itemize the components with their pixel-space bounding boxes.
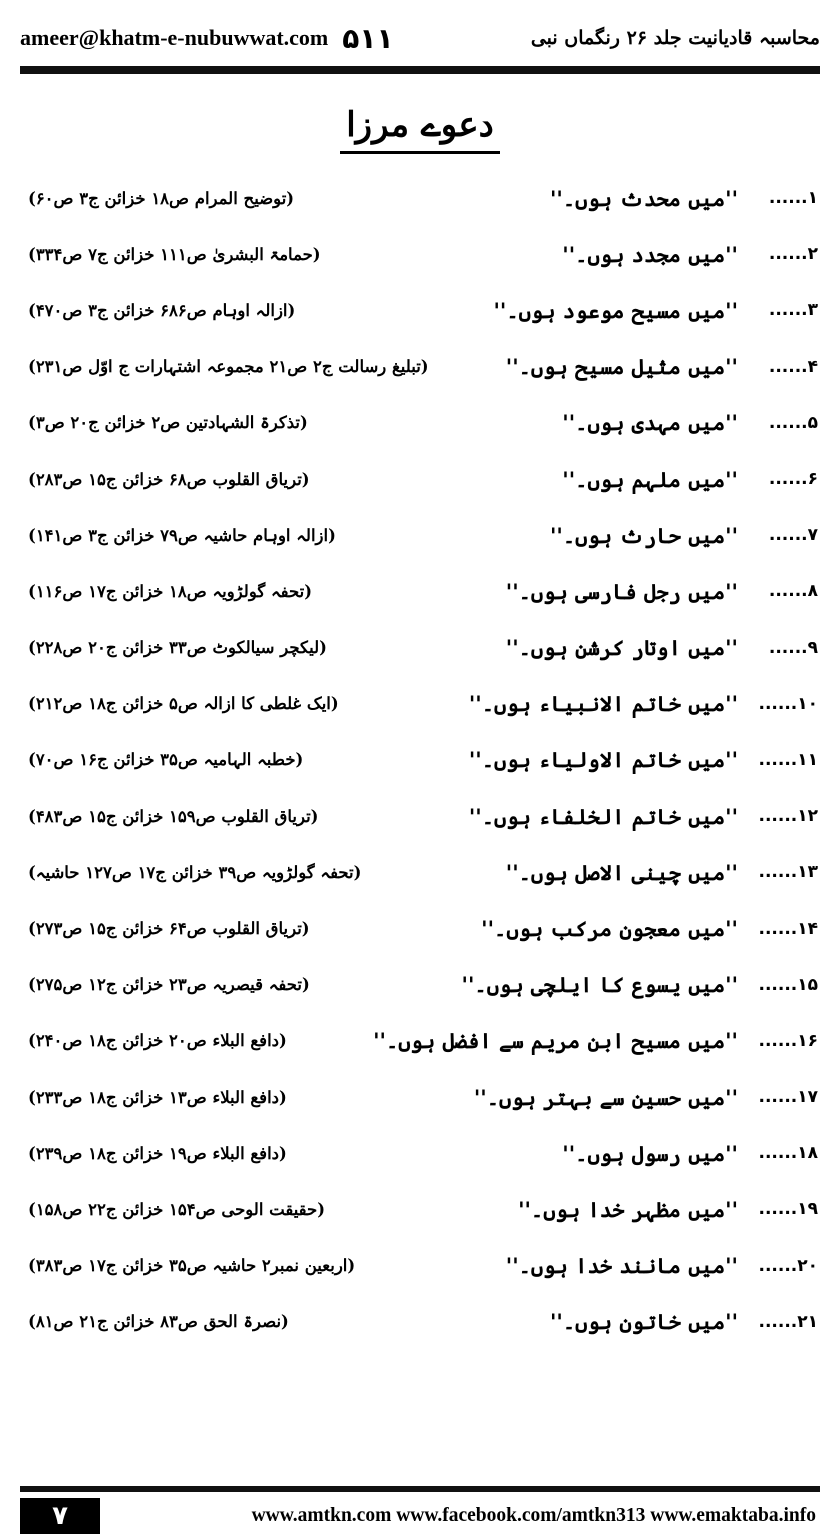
entry-number: ۱۵...... [758, 974, 818, 995]
entry-reference: (تذکرۃ الشہادتین ص۲ خزائن ج۲۰ ص۳) [28, 413, 308, 433]
entry-reference: (ایک غلطی کا ازالہ ص۵ خزائن ج۱۸ ص۲۱۲) [28, 694, 339, 714]
entry-reference: (دافع البلاء ص۲۰ خزائن ج۱۸ ص۲۴۰) [28, 1031, 287, 1051]
entry-number: ۶...... [768, 469, 818, 490]
list-item [28, 900, 818, 956]
entry-number: ۲...... [768, 244, 818, 265]
page-number: ۵۱۱ [342, 21, 394, 55]
entry-reference: (تحفہ گولڑویہ ص۱۸ خزائن ج۱۷ ص۱۱۶) [28, 581, 313, 601]
entry-reference: (تریاق القلوب ص۱۵۹ خزائن ج۱۵ ص۴۸۳) [28, 806, 319, 826]
entry-number: ۲۰...... [758, 1255, 818, 1276]
list-item [28, 676, 818, 732]
entry-claim: ''میں رجل فارسی ہوں۔'' [505, 578, 738, 604]
list-item [28, 732, 818, 788]
entry-reference: (توضیح المرام ص۱۸ خزائن ج۳ ص۶۰) [28, 188, 295, 208]
list-item [28, 1069, 818, 1125]
entry-claim: ''میں چینی الاصل ہوں۔'' [505, 859, 738, 885]
entry-number: ۱...... [768, 188, 818, 209]
entry-reference: (ازالہ اوہام حاشیہ ص۷۹ خزائن ج۳ ص۱۴۱) [28, 525, 336, 545]
page-header [20, 18, 820, 58]
entry-reference: (تریاق القلوب ص۶۴ خزائن ج۱۵ ص۲۷۳) [28, 919, 310, 939]
list-item [28, 957, 818, 1013]
header-email: ameer@khatm-e-nubuwwat.com [20, 25, 329, 50]
entry-claim: ''میں مسیح ابن مریم سے افضل ہوں۔'' [373, 1028, 738, 1054]
entry-claim: ''میں مانند خدا ہوں۔'' [505, 1253, 738, 1279]
header-rule [20, 66, 820, 74]
entry-reference: (اربعین نمبر۲ حاشیہ ص۳۵ خزائن ج۱۷ ص۳۸۳) [28, 1256, 356, 1276]
entry-claim: ''میں معجون مرکب ہوں۔'' [481, 916, 738, 942]
entry-number: ۸...... [768, 581, 818, 602]
entry-number: ۱۴...... [758, 918, 818, 939]
list-item [28, 507, 818, 563]
entry-number: ۳...... [768, 300, 818, 321]
list-item [28, 1125, 818, 1181]
page-footer [20, 1498, 820, 1534]
entry-reference: (لیکچر سیالکوٹ ص۳۳ خزائن ج۲۰ ص۲۲۸) [28, 638, 327, 658]
entry-claim: ''میں خاتم الخلفاء ہوں۔'' [468, 803, 738, 829]
title-wrap [0, 104, 840, 154]
entry-reference: (تحفہ قیصریہ ص۲۳ خزائن ج۱۲ ص۲۷۵) [28, 975, 310, 995]
entry-number: ۲۱...... [758, 1311, 818, 1332]
entry-claim: ''میں خاتم الاولیاء ہوں۔'' [468, 747, 738, 773]
list-item [28, 339, 818, 395]
entry-number: ۷...... [768, 525, 818, 546]
entry-claim: ''میں مہدی ہوں۔'' [562, 410, 738, 436]
entry-claim: ''میں ملہم ہوں۔'' [562, 466, 738, 492]
entry-reference: (خطبہ الہامیہ ص۳۵ خزائن ج۱۶ ص۷۰) [28, 750, 304, 770]
footer-links: www.amtkn.com www.facebook.com/amtkn313 www.emaktaba.info [251, 1505, 816, 1526]
entry-reference: (تبلیغ رسالت ج۲ ص۲۱ مجموعہ اشتہارات ج اوّل ص۲۳۱) [28, 357, 429, 377]
entry-reference: (حمامۃ البشریٰ ص۱۱۱ خزائن ج۷ ص۳۳۴) [28, 244, 321, 264]
list-item [28, 395, 818, 451]
footer-rule [20, 1486, 820, 1492]
entry-claim: ''میں خاتون ہوں۔'' [550, 1309, 738, 1335]
list-item [28, 788, 818, 844]
entry-number: ۴...... [768, 356, 818, 377]
entry-number: ۱۰...... [758, 693, 818, 714]
entry-reference: (تحفہ گولڑویہ ص۳۹ خزائن ج۱۷ ص۱۲۷ حاشیہ) [28, 862, 362, 882]
list-item [28, 1181, 818, 1237]
entry-claim: ''میں محدث ہوں۔'' [550, 185, 738, 211]
entry-reference: (تریاق القلوب ص۶۸ خزائن ج۱۵ ص۲۸۳) [28, 469, 310, 489]
entry-reference: (حقیقت الوحی ص۱۵۴ خزائن ج۲۲ ص۱۵۸) [28, 1199, 326, 1219]
entry-claim: ''میں مجدد ہوں۔'' [562, 241, 738, 267]
list-item [28, 620, 818, 676]
entry-reference: (نصرۃ الحق ص۸۳ خزائن ج۲۱ ص۸۱) [28, 1312, 289, 1332]
entry-number: ۱۱...... [758, 749, 818, 770]
entry-claim: ''میں حسین سے بہتر ہوں۔'' [473, 1084, 738, 1110]
book-title: محاسبہ قادیانیت جلد ۲۶ رنگماں نبی [530, 27, 820, 49]
entry-claim: ''میں خاتم الانبیاء ہوں۔'' [468, 691, 738, 717]
list-item [28, 451, 818, 507]
entry-number: ۱۷...... [758, 1087, 818, 1108]
entry-claim: ''میں مثیل مسیح ہوں۔'' [505, 354, 738, 380]
entry-number: ۵...... [768, 412, 818, 433]
footer-mark: ۷ [20, 1498, 100, 1534]
list-item [28, 170, 818, 226]
entry-number: ۱۸...... [758, 1143, 818, 1164]
entry-reference: (دافع البلاء ص۱۳ خزائن ج۱۸ ص۲۳۳) [28, 1087, 287, 1107]
list-item [28, 226, 818, 282]
list-item [28, 1294, 818, 1350]
entry-number: ۱۹...... [758, 1199, 818, 1220]
entry-claim: ''میں مظہر خدا ہوں۔'' [518, 1196, 738, 1222]
entry-reference: (ازالہ اوہام ص۶۸۶ خزائن ج۳ ص۴۷۰) [28, 300, 296, 320]
list-item [28, 282, 818, 338]
claims-list [28, 170, 818, 1350]
entry-claim: ''میں حارث ہوں۔'' [550, 522, 738, 548]
list-item [28, 1238, 818, 1294]
entry-claim: ''میں یسوع کا ایلچی ہوں۔'' [461, 972, 738, 998]
list-item [28, 844, 818, 900]
entry-number: ۹...... [768, 637, 818, 658]
list-item [28, 1013, 818, 1069]
page-title: دعوے مرزا [340, 104, 500, 154]
entry-number: ۱۶...... [758, 1030, 818, 1051]
entry-claim: ''میں اوتار کرشن ہوں۔'' [505, 635, 738, 661]
entry-reference: (دافع البلاء ص۱۹ خزائن ج۱۸ ص۲۳۹) [28, 1143, 287, 1163]
entry-claim: ''میں مسیح موعود ہوں۔'' [493, 297, 738, 323]
entry-number: ۱۳...... [758, 862, 818, 883]
list-item [28, 563, 818, 619]
entry-claim: ''میں رسول ہوں۔'' [562, 1140, 738, 1166]
entry-number: ۱۲...... [758, 806, 818, 827]
